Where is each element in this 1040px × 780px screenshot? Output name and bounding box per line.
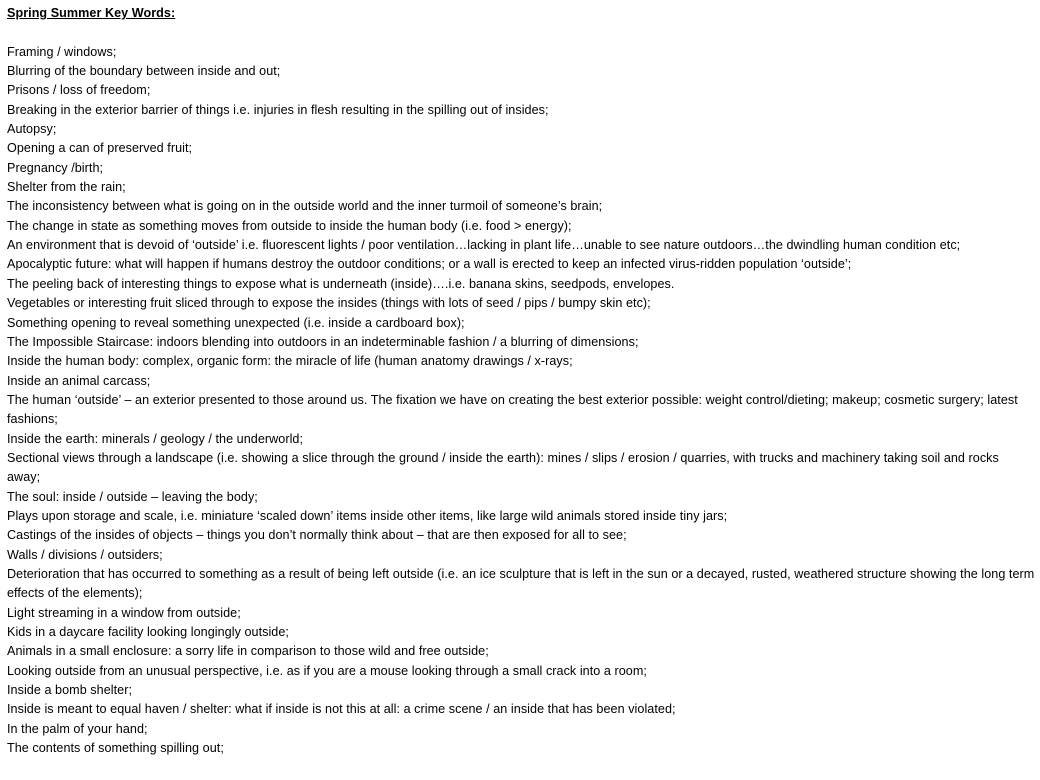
document-page — [7, 4, 1035, 758]
keyword-list — [7, 43, 1035, 759]
keyword-line: Sectional views through a landscape (i.e. showing a slice through the ground / inside the earth): mines / slips / erosion / quarries, with trucks and machinery taking soil and rocks away; — [7, 450, 999, 485]
keyword-line: The contents of something spilling out; — [7, 741, 224, 756]
keyword-line: Shelter from the rain; — [7, 180, 126, 195]
keyword-line: Castings of the insides of objects – things you don’t normally think about – that are then exposed for all to see; — [7, 528, 627, 543]
keyword-line: The change in state as something moves from outside to inside the human body (i.e. food > energy); — [7, 218, 572, 233]
keyword-line: Prisons / loss of freedom; — [7, 83, 151, 98]
keyword-line: The human ‘outside’ – an exterior presented to those around us. The fixation we have on creating the best exterior possible: weight control/dieting; makeup; cosmetic surgery; latest fashions; — [7, 392, 1018, 427]
keyword-line: The inconsistency between what is going on in the outside world and the inner turmoil of someone’s brain; — [7, 199, 603, 214]
keyword-line: Inside the human body: complex, organic form: the miracle of life (human anatomy drawings / x-rays; — [7, 354, 573, 369]
keyword-line: Walls / divisions / outsiders; — [7, 547, 163, 562]
keyword-line: Animals in a small enclosure: a sorry life in comparison to those wild and free outside; — [7, 644, 489, 659]
keyword-line: Light streaming in a window from outside; — [7, 605, 241, 620]
keyword-line: Inside the earth: minerals / geology / the underworld; — [7, 431, 304, 446]
keyword-line: Autopsy; — [7, 122, 57, 137]
keyword-line: Apocalyptic future: what will happen if humans destroy the outdoor conditions; or a wall is erected to keep an infected virus-ridden population ‘outside’; — [7, 257, 852, 272]
keyword-line: In the palm of your hand; — [7, 721, 148, 736]
document-title: Spring Summer Key Words: — [7, 6, 176, 20]
keyword-line: The peeling back of interesting things to expose what is underneath (inside)….i.e. banana skins, seedpods, envelopes. — [7, 276, 675, 291]
keyword-line: The soul: inside / outside – leaving the body; — [7, 489, 258, 504]
keyword-line: The Impossible Staircase: indoors blending into outdoors in an indeterminable fashion / a blurring of dimensions; — [7, 334, 639, 349]
keyword-line: Inside a bomb shelter; — [7, 683, 133, 698]
keyword-line: Inside an animal carcass; — [7, 373, 151, 388]
keyword-line: Looking outside from an unusual perspective, i.e. as if you are a mouse looking through a small crack into a room; — [7, 663, 647, 678]
keyword-line: Breaking in the exterior barrier of things i.e. injuries in flesh resulting in the spilling out of insides; — [7, 102, 549, 117]
keyword-line: Vegetables or interesting fruit sliced through to expose the insides (things with lots of seed / pips / bumpy skin etc); — [7, 296, 651, 311]
keyword-line: Kids in a daycare facility looking longingly outside; — [7, 625, 289, 639]
keyword-line: Opening a can of preserved fruit; — [7, 141, 193, 156]
keyword-line: Plays upon storage and scale, i.e. miniature ‘scaled down’ items inside other items, like large wild animals stored inside tiny jars; — [7, 508, 728, 523]
keyword-line: Something opening to reveal something unexpected (i.e. inside a cardboard box); — [7, 315, 465, 330]
keyword-line: Inside is meant to equal haven / shelter: what if inside is not this at all: a crime scene / an inside that has been violated; — [7, 702, 676, 717]
keyword-line: Pregnancy /birth; — [7, 160, 104, 175]
keyword-line: An environment that is devoid of ‘outside’ i.e. fluorescent lights / poor ventilation…lacking in plant life…unable to see nature outdoors…the dwindling human condition etc; — [7, 238, 961, 253]
keyword-line: Blurring of the boundary between inside and out; — [7, 64, 281, 79]
keyword-line: Framing / windows; — [7, 44, 117, 59]
blank-line — [7, 23, 1035, 42]
keyword-line: Deterioration that has occurred to something as a result of being left outside (i.e. an ice sculpture that is left in the sun or a decayed, rusted, weathered structure showing the long term effects of the elements); — [7, 566, 1035, 601]
